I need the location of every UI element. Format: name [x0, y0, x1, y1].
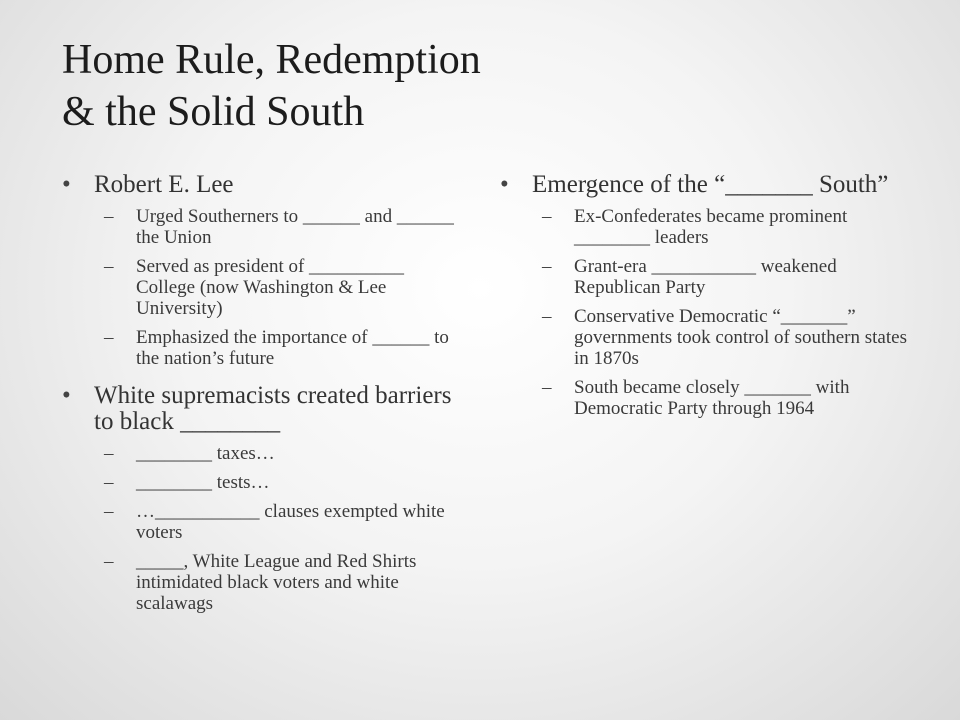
sub-point: – Emphasized the importance of ______ to the nation’s future: [104, 327, 462, 369]
sub-point: – Grant-era ___________ weakened Republican Party: [542, 256, 920, 298]
bullet-emergence-south: • Emergence of the “_______ South”: [500, 172, 920, 198]
white-supremacists-subpoints: [104, 443, 462, 614]
sub-point: – ________ tests…: [104, 472, 462, 493]
sub-point: – South became closely _______ with Democratic Party through 1964: [542, 377, 920, 419]
sub-point: – _____, White League and Red Shirts intimidated black voters and white scalawags: [104, 551, 462, 614]
sub-point: – Conservative Democratic “_______” governments took control of southern states in 1870s: [542, 306, 920, 369]
sub-point: – Served as president of __________ College (now Washington & Lee University): [104, 256, 462, 319]
sub-point: – …___________ clauses exempted white voters: [104, 501, 462, 543]
sub-point: – Ex-Confederates became prominent ________ leaders: [542, 206, 920, 248]
sub-point: – ________ taxes…: [104, 443, 462, 464]
bullet-robert-e-lee: • Robert E. Lee: [62, 172, 462, 198]
bullet-white-supremacists: • White supremacists created barriers to black ________: [62, 383, 462, 435]
emergence-south-subpoints: [542, 206, 920, 419]
left-column: [62, 172, 462, 628]
sub-point: – Urged Southerners to ______ and ______ the Union: [104, 206, 462, 248]
slide-title: [62, 34, 481, 138]
title-line-2: & the Solid South: [62, 89, 365, 135]
robert-e-lee-subpoints: [104, 206, 462, 369]
right-column: [500, 172, 920, 433]
title-line-1: Home Rule, Redemption: [62, 37, 481, 83]
